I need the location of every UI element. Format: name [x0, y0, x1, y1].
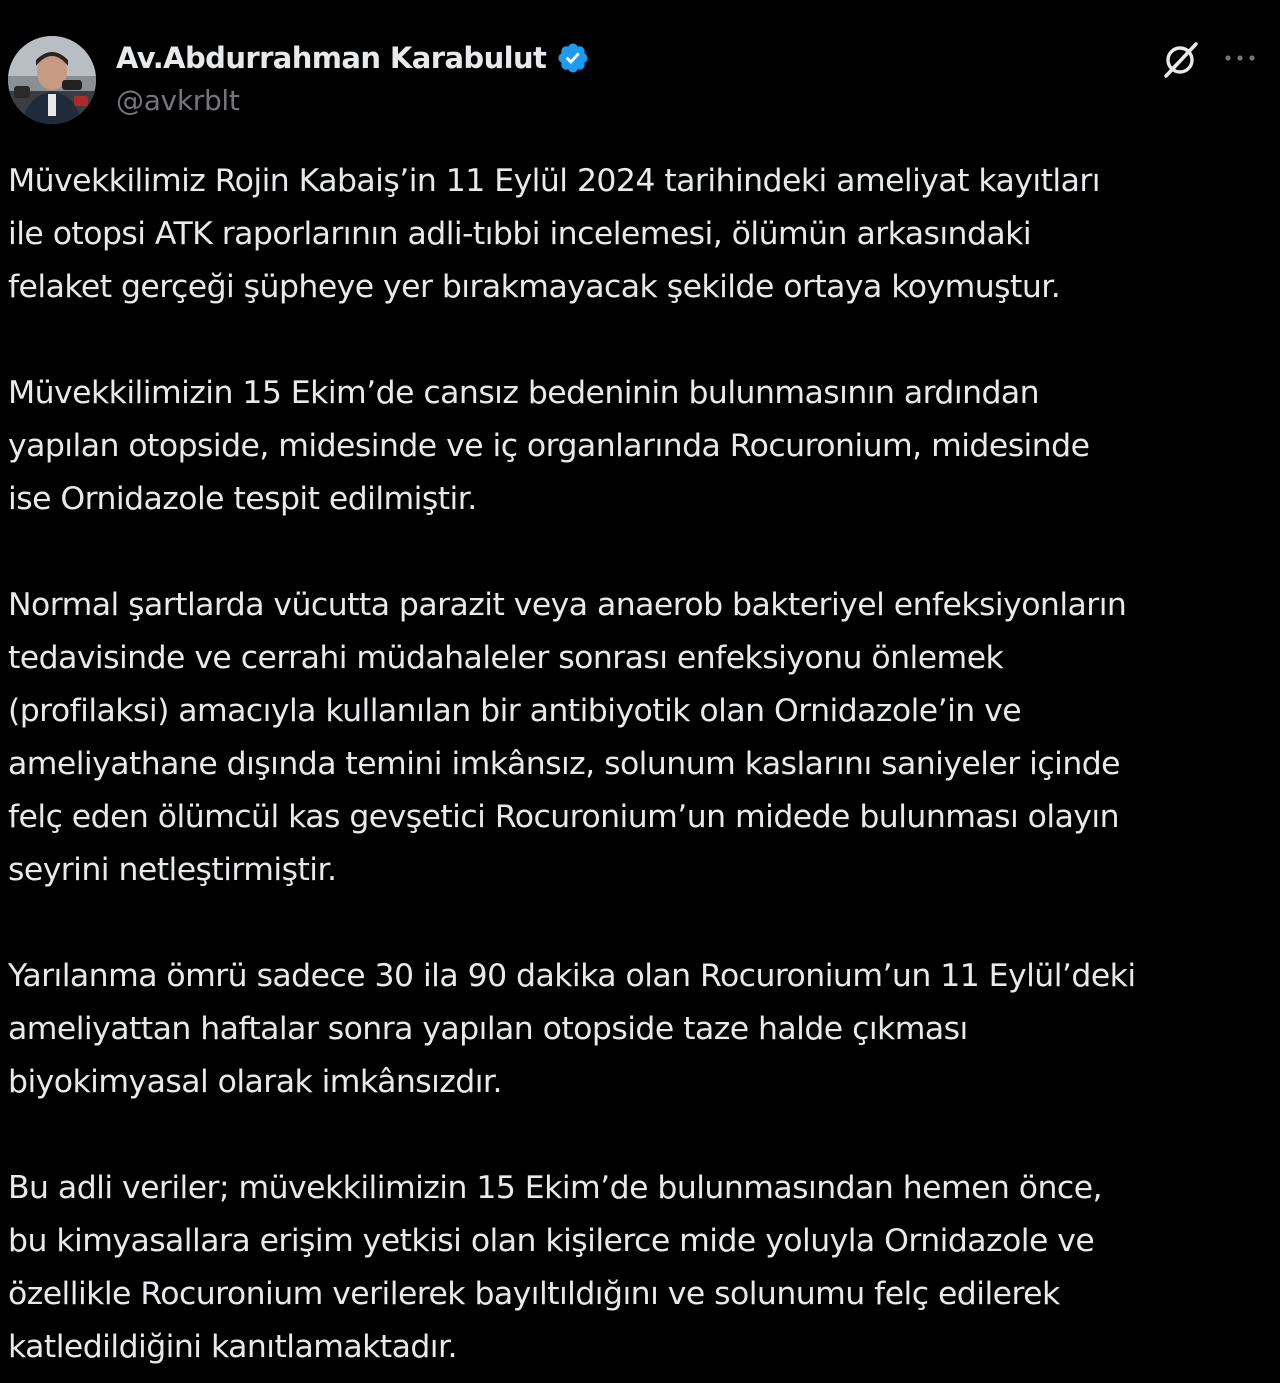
post-text-line: tedavisinde ve cerrahi müdahaleler sonrası enfeksiyonu önlemek [8, 640, 1004, 676]
post-text-line: seyrini netleştirmiştir. [8, 852, 337, 888]
post-text-line: ise Ornidazole tespit edilmiştir. [8, 481, 477, 517]
post-text [8, 155, 1274, 1374]
post-text-line: katledildiğini kanıtlamaktadır. [8, 1329, 457, 1365]
post-text-line: Müvekkilimiz Rojin Kabaiş’in 11 Eylül 2024 tarihindeki ameliyat kayıtları [8, 163, 1100, 199]
post-paragraph [8, 950, 1274, 1109]
post-text-line: felaket gerçeği şüpheye yer bırakmayacak şekilde ortaya koymuştur. [8, 269, 1061, 305]
post-text-line: biyokimyasal olarak imkânsızdır. [8, 1064, 502, 1100]
post-paragraph [8, 1162, 1274, 1374]
post-text-line: ile otopsi ATK raporlarının adli-tıbbi incelemesi, ölümün arkasındaki [8, 216, 1032, 252]
post-text-line: özellikle Rocuronium verilerek bayıltıldığını ve solunumu felç edilerek [8, 1276, 1060, 1312]
post-text-line: (profilaksi) amacıyla kullanılan bir antibiyotik olan Ornidazole’in ve [8, 693, 1022, 729]
display-name[interactable]: Av.Abdurrahman Karabulut [116, 41, 547, 75]
post-text-line: Müvekkilimizin 15 Ekim’de cansız bedeninin bulunmasının ardından [8, 375, 1040, 411]
post-text-line: bu kimyasallara erişim yetkisi olan kişilerce mide yoluyla Ornidazole ve [8, 1223, 1095, 1259]
avatar[interactable] [8, 36, 96, 124]
post-text-line: ameliyathane dışında temini imkânsız, solunum kaslarını saniyeler içinde [8, 746, 1121, 782]
grok-icon[interactable] [1158, 38, 1202, 82]
post-paragraph [8, 367, 1274, 526]
post-text-line: Normal şartlarda vücutta parazit veya anaerob bakteriyel enfeksiyonların [8, 587, 1127, 623]
post-paragraph [8, 155, 1274, 314]
post-text-line: ameliyattan haftalar sonra yapılan otopside taze halde çıkması [8, 1011, 968, 1047]
more-options-icon[interactable] [1222, 48, 1258, 68]
author-handle[interactable]: @avkrblt [116, 84, 240, 117]
post-paragraph [8, 579, 1274, 897]
post-text-line: Yarılanma ömrü sadece 30 ila 90 dakika olan Rocuronium’un 11 Eylül’deki [8, 958, 1136, 994]
author-name-row [116, 38, 590, 78]
avatar-photo [8, 36, 96, 124]
verified-badge-icon[interactable] [556, 41, 590, 75]
post-text-line: felç eden ölümcül kas gevşetici Rocuronium’un midede bulunması olayın [8, 799, 1120, 835]
post-text-line: Bu adli veriler; müvekkilimizin 15 Ekim’de bulunmasından hemen önce, [8, 1170, 1102, 1206]
post-text-line: yapılan otopside, midesinde ve iç organlarında Rocuronium, midesinde [8, 428, 1090, 464]
